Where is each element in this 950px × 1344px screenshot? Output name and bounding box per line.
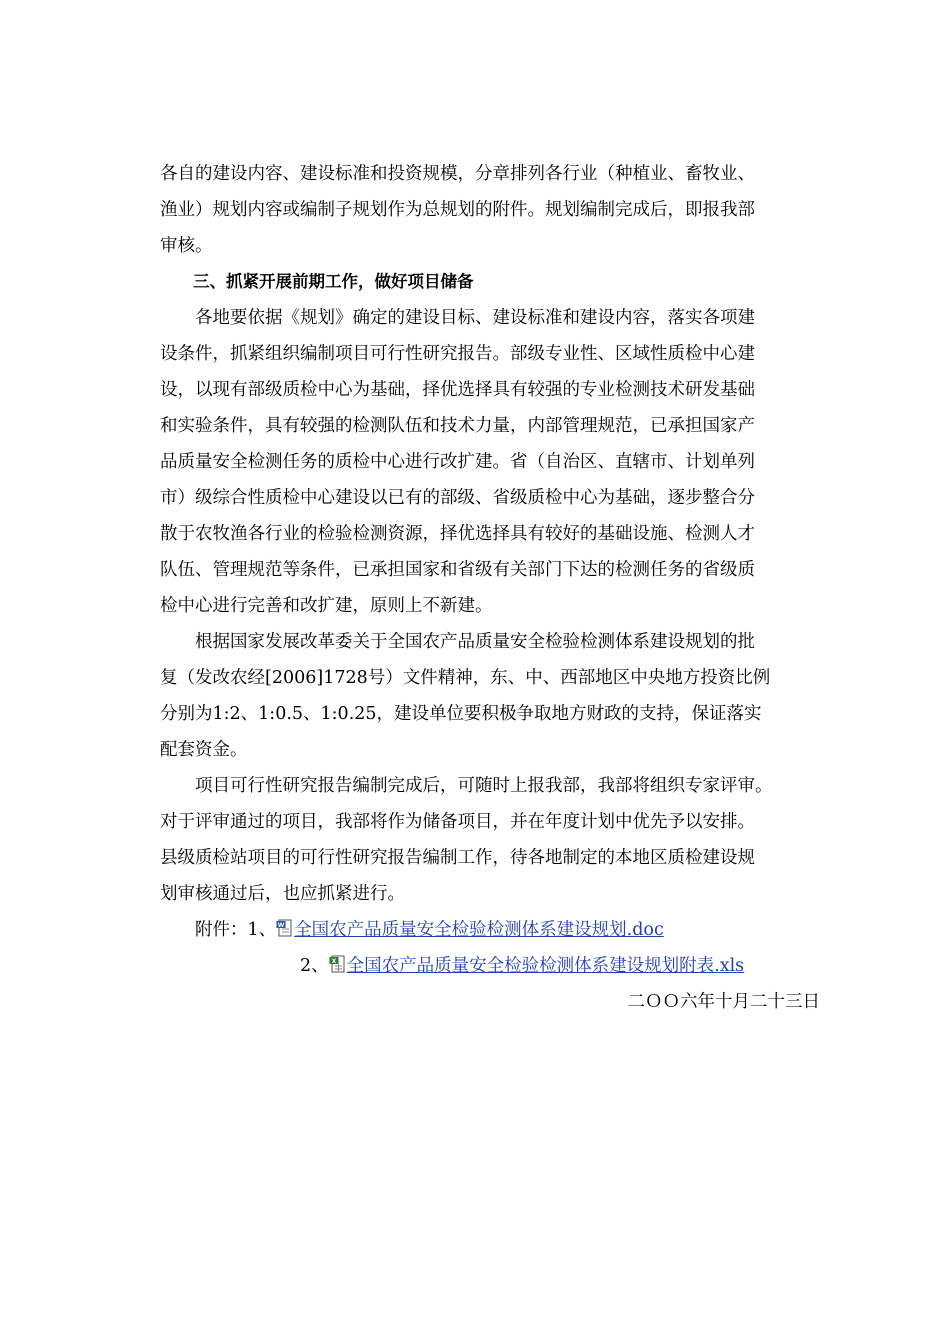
text-line: 检中心进行完善和改扩建，原则上不新建。 [160, 596, 493, 616]
text-line: 配套资金。 [160, 740, 248, 760]
svg-text:X: X [331, 958, 336, 965]
text-line: 市）级综合性质检中心建设以已有的部级、省级质检中心为基础，逐步整合分 [160, 488, 755, 508]
section-heading: 三、抓紧开展前期工作，做好项目储备 [193, 272, 474, 291]
attachment-item-number: 2、 [300, 956, 329, 976]
paragraph-preparatory-work [160, 300, 820, 624]
text-line: 根据国家发展改革委关于全国农产品质量安全检验检测体系建设规划的批 [195, 632, 755, 652]
document-body [160, 156, 820, 1020]
paragraph-feasibility-review [160, 768, 820, 912]
text-line: 项目可行性研究报告编制完成后，可随时上报我部，我部将组织专家评审。 [195, 776, 773, 796]
text-line: 县级质检站项目的可行性研究报告编制工作，待各地制定的本地区质检建设规 [160, 848, 755, 868]
text-line: 设条件，抓紧组织编制项目可行性研究报告。部级专业性、区域性质检中心建 [160, 344, 755, 364]
text-line: 散于农牧渔各行业的检验检测资源，择优选择具有较好的基础设施、检测人才 [160, 524, 755, 544]
text-line: 各地要依据《规划》确定的建设目标、建设标准和建设内容，落实各项建 [195, 308, 755, 328]
text-line: 渔业）规划内容或编制子规划作为总规划的附件。规划编制完成后，即报我部 [160, 200, 755, 220]
text-line: 设，以现有部级质检中心为基础，择优选择具有较强的专业检测技术研发基础 [160, 380, 755, 400]
text-line: 审核。 [160, 236, 213, 256]
continuation-paragraph [160, 156, 820, 264]
attachments-label: 附件：1、 [195, 920, 277, 940]
text-line: 对于评审通过的项目，我部将作为储备项目，并在年度计划中优先予以安排。 [160, 812, 755, 832]
svg-text:W: W [277, 922, 285, 929]
word-doc-icon [276, 919, 292, 937]
text-line: 划审核通过后，也应抓紧进行。 [160, 884, 405, 904]
text-line: 和实验条件，具有较强的检测队伍和技术力量，内部管理规范，已承担国家产 [160, 416, 755, 436]
text-line: 复（发改农经[2006]1728号）文件精神，东、中、西部地区中央地方投资比例 [160, 668, 771, 688]
attachment-row-2 [160, 948, 820, 984]
excel-xls-icon [329, 955, 345, 973]
paragraph-investment-ratio [160, 624, 820, 768]
document-date: 二ＯＯ六年十月二十三日 [627, 992, 820, 1012]
text-line: 分别为1:2、1:0.5、1:0.25，建设单位要积极争取地方财政的支持，保证落实 [160, 704, 762, 724]
attachment-row-1 [160, 912, 820, 948]
text-line: 品质量安全检测任务的质检中心进行改扩建。省（自治区、直辖市、计划单列 [160, 452, 755, 472]
attachment-link-doc[interactable]: 全国农产品质量安全检验检测体系建设规划.doc [294, 920, 664, 940]
text-line: 各自的建设内容、建设标准和投资规模，分章排列各行业（种植业、畜牧业、 [160, 164, 755, 184]
attachment-link-xls[interactable]: 全国农产品质量安全检验检测体系建设规划附表.xls [346, 956, 745, 976]
text-line: 队伍、管理规范等条件，已承担国家和省级有关部门下达的检测任务的省级质 [160, 560, 755, 580]
